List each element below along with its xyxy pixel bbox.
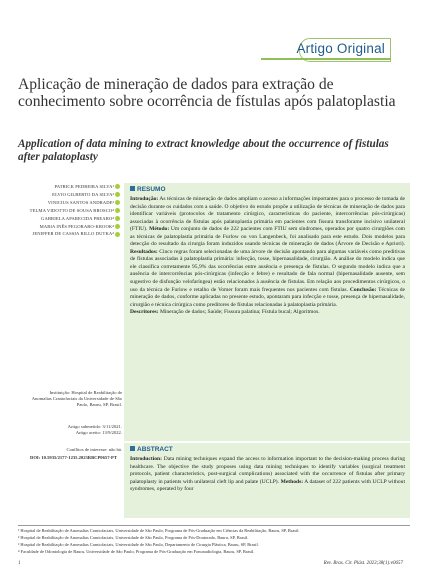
abstract-text: Introduction: Data mining techniques expand the access to information important to the decision-making process during healthcare. The objective the study proposes using data mining techniques to identify variables (surgical treatment protocols, patient characteristics, post-surgical complications) associated with the occurrence of fistulas after primary palatoplasty in patients with unilateral cleft lip and palate (UCLP). Methods: A dataset of 222 patients with UCLP without syndromes, operated by four [130, 456, 405, 493]
square-bullet-icon [130, 186, 135, 191]
journal-reference: Rev. Bras. Cir. Plást. 2023;38(1):e0657 [323, 561, 403, 566]
author-name: GABRIELA APARECIDA PREARO⁴ [8, 215, 120, 223]
resumo-heading: RESUMO [130, 186, 166, 193]
doi-link[interactable]: DOI: 10.5935/2177-1235.2023RBCP0657-PT [30, 455, 117, 460]
footnote: ² Hospital de Reabilitação de Anomalias Craniofaciais, Universidade de São Paulo, Programa de Pós-Doutorado, Bauru, SP, Brasil. [18, 535, 249, 540]
author-name: JENIFFER DE CASSIA RILLO DUTKA⁴ [8, 230, 120, 238]
badge-underline [261, 58, 391, 60]
abstract-heading: ABSTRACT [130, 446, 173, 453]
author-name: VINICIUS SANTOS ANDRADE³ [8, 199, 120, 207]
author-name: TELMA VIDOTTO DE SOUSA BROSCO⁴ [8, 207, 120, 215]
orcid-icon[interactable] [115, 232, 120, 237]
orcid-icon[interactable] [115, 184, 120, 189]
submission-dates [30, 424, 122, 436]
page-number: 1 [18, 561, 21, 566]
author-name: PATRICK PEDREIRA SILVA¹ [8, 183, 120, 191]
orcid-icon[interactable] [115, 216, 120, 221]
orcid-icon[interactable] [115, 224, 120, 229]
orcid-icon[interactable] [115, 192, 120, 197]
institution-note: Instituição: Hospital de Reabilitação de Anomalias Craniofaciais da Universidade de São Paulo, Bauru, SP, Brasil. [31, 390, 122, 408]
article-type-label: Artigo Original [296, 41, 385, 56]
footnote: ⁴ Faculdade de Odontologia de Bauru, Universidade de São Paulo, Programa de Pós-Graduação em Fonoaudiologia, Bauru, SP, Brasil. [18, 549, 255, 554]
square-bullet-icon [130, 446, 135, 451]
accepted-date: Artigo aceito: 13/9/2022. [75, 430, 122, 436]
author-list [8, 183, 120, 238]
author-name: MARIA INÊS PEGORARO-KROOK⁴ [8, 223, 120, 231]
resumo-text: Introdução: As técnicas de mineração de dados ampliam o acesso a informações importantes para o processo de tomada de decisão durante os cuidados com a saúde. O objetivo do estudo propõe a utilização de técnicas de mineração de dados para identificar variáveis (protocolos de tratamento cirúrgico, características do paciente, intercorrências pós-cirúrgicas) associadas à ocorrência de fístulas após palatoplastia primária em pacientes com fissura transforame incisivo unilateral (FTIU). Método: Um conjunto de dados de 222 pacientes com FTIU sem síndromes, operados por quatro cirurgiões com as técnicas de palatoplastia primária de Furlow ou von Langenbeck, foi analisado para este estudo. Dois modelos para detecção do resultado da cirurgia foram induzidos usando técnicas de mineração de dados (Árvore de Decisão e Apriori). Resultados: Cinco regras foram selecionadas de uma árvore de decisão apontando para algumas variáveis como preditivas de fístulas associadas à palatoplastia primária: infecção, tosse, hipernasalidade, cirurgião. A análise do modelo indica que ele classifica corretamente 95,9% das ocorrências entre ausência e presença de fístulas. O segundo modelo indica que a ausência de intercorrências pós-cirúrgicas (infecção e febre) e resultado de fala normal (hipernasalidade ausente, sem sugestivo de disfunção velofaríngea) estão relacionados à ausência de fístulas. Em relação aos procedimentos cirúrgicos, o uso da técnica de Furlow e retalho de Vomer foram mais frequentes nos pacientes com fístulas. Conclusão: Técnicas de mineração de dados, conforme aplicadas no presente estudo, apontaram para infecção e tosse, presença de hipernasalidade, cirurgião e técnica cirúrgica como preditores de fístulas relacionadas à palatoplastia primária. Descritores: Mineração de dados; Saúde; Fissura palatina; Fístula bucal; Algoritmos. [130, 196, 405, 316]
title-english: Application of data mining to extract knowledge about the occurrence of fistulas after palatoplasty [18, 138, 389, 163]
orcid-icon[interactable] [115, 200, 120, 205]
footnote-divider [18, 525, 410, 526]
footnote: ³ Hospital de Reabilitação de Anomalias Craniofaciais, Universidade de São Paulo, Departamento de Cirurgia Plástica, Bauru, SP, Brasil. [18, 542, 259, 547]
submitted-date: Artigo submetido: 3/11/2021. [67, 424, 122, 429]
title-portuguese: Aplicação de mineração de dados para extração de conhecimento sobre ocorrência de fístulas após palatoplastia [18, 76, 396, 110]
abstract-box [124, 443, 410, 518]
resumo-box [124, 183, 410, 441]
orcid-icon[interactable] [115, 208, 120, 213]
author-name: ELVIO GILBERTO DA SILVA² [8, 191, 120, 199]
footnote: ¹ Hospital de Reabilitação de Anomalias Craniofaciais, Universidade de São Paulo, Programa de Pós-Graduação em Ciências da Reabilitação, Bauru, SP, Brasil. [18, 528, 300, 533]
conflict-of-interest: Conflitos de interesse: não há. [66, 447, 122, 452]
